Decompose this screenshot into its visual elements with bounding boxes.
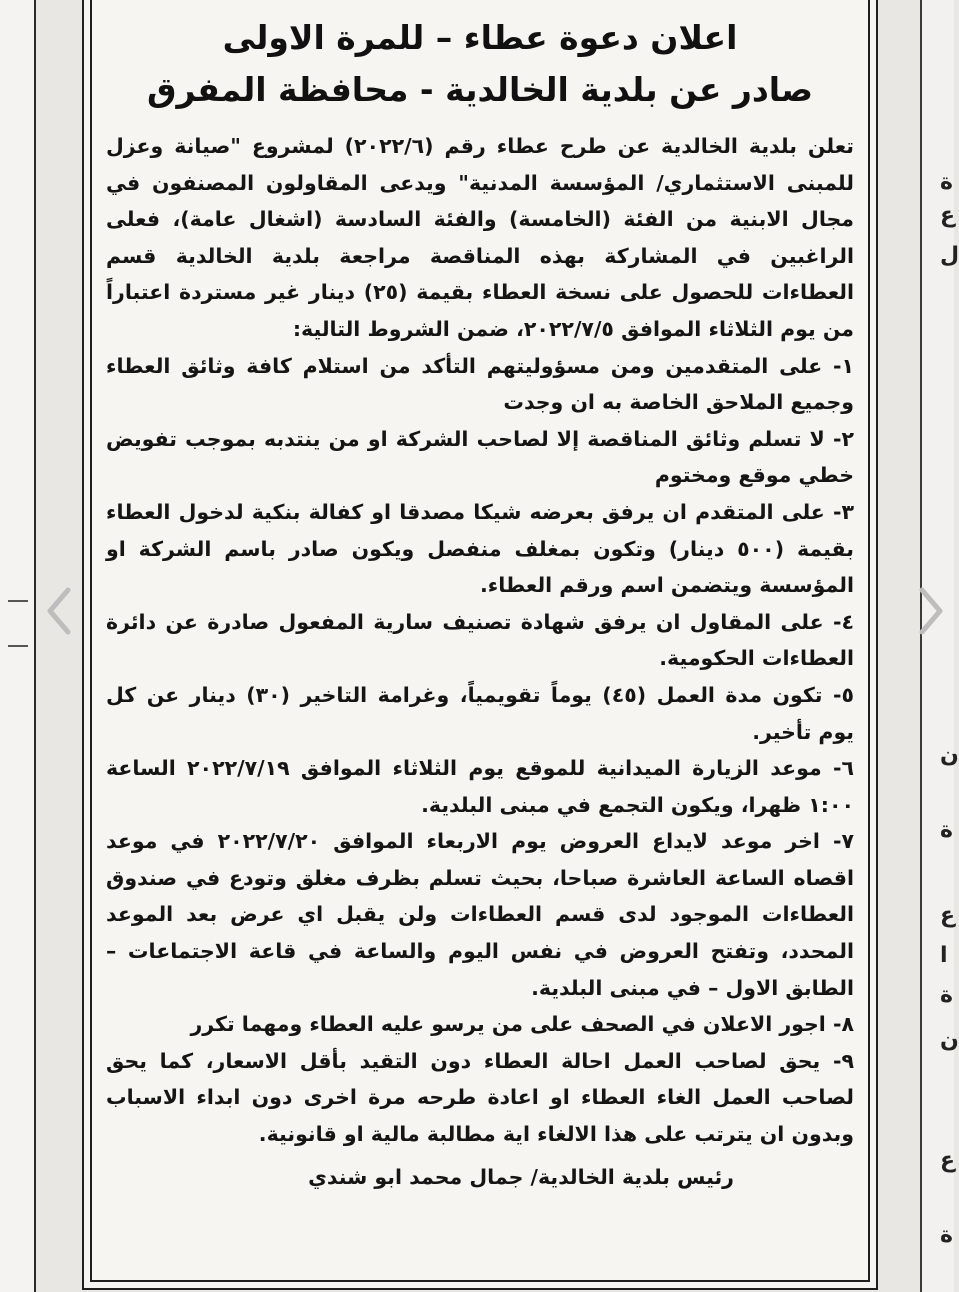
text-fragment: ن (940, 1028, 959, 1053)
notice-frame (90, 0, 870, 1282)
text-fragment: ة (940, 1223, 953, 1248)
condition-7: ٧- اخر موعد لايداع العروض يوم الاربعاء الموافق ٢٠٢٢/٧/٢٠ في موعد اقصاه الساعة العاشرة صباحا، بحيث تسلم بظرف مغلق وتودع في صندوق العطاءات الموجود لدى قسم العطاءات ولن يقبل اي عرض بعد الموعد المحدد، وتفتح العروض في نفس اليوم والساعة في قاعة الاجتماعات – الطابق الاول – في مبنى البلدية. (106, 829, 854, 1000)
adjacent-column-left (0, 0, 36, 1292)
column-rule (8, 645, 28, 647)
text-fragment: ع (940, 203, 956, 228)
title-line-1: اعلان دعوة عطاء – للمرة الاولى (222, 18, 738, 57)
text-fragment: ا (940, 943, 948, 968)
condition-6: ٦- موعد الزيارة الميدانية للموقع يوم الثلاثاء الموافق ٢٠٢٢/٧/١٩ الساعة ١:٠٠ ظهرا، ويكون التجمع في مبنى البلدية. (106, 756, 854, 817)
condition-3: ٣- على المتقدم ان يرفق بعرضه شيكا مصدقا او كفالة بنكية لدخول العطاء بقيمة (٥٠٠ دينار) وتكون بمغلف منفصل ويكون صادر باسم الشركة او المؤسسة ويتضمن اسم ورقم العطاء. (106, 499, 854, 598)
tender-notice (82, 0, 878, 1290)
text-fragment: ع (940, 1148, 956, 1173)
signature: رئيس بلدية الخالدية/ جمال محمد ابو شندي (308, 1164, 734, 1189)
condition-1: ١- على المتقدمين ومن مسؤوليتهم التأكد من استلام كافة وثائق العطاء وجميع الملاحق الخاصة به ان وجدت (106, 353, 854, 415)
title-line-2: صادر عن بلدية الخالدية - محافظة المفرق (146, 70, 814, 109)
condition-5: ٥- تكون مدة العمل (٤٥) يوماً تقويمياً، وغرامة التاخير (٣٠) دينار عن كل يوم تأخير. (106, 682, 855, 744)
adjacent-column-right (920, 0, 959, 1292)
text-fragment: ة (940, 983, 953, 1008)
condition-2: ٢- لا تسلم وثائق المناقصة إلا لصاحب الشركة او من ينتدبه بموجب تفويض خطي موقع ومختوم (106, 426, 854, 488)
condition-9: ٩- يحق لصاحب العمل احالة العطاء دون التقيد بأقل الاسعار، كما يحق لصاحب العمل الغاء العطاء او اعادة طرحه مرة اخرى دون ابداء الاسباب وبدون ان يترتب على هذا الالغاء اية مطالبة مالية او قانونية. (106, 1048, 854, 1147)
column-rule (8, 600, 28, 602)
chevron-left-icon (44, 586, 74, 636)
text-fragment: ة (940, 170, 953, 195)
next-page-button[interactable] (912, 582, 950, 640)
text-fragment: ن (940, 743, 959, 768)
text-fragment: ع (940, 903, 956, 928)
intro-paragraph: تعلن بلدية الخالدية عن طرح عطاء رقم (٢٠٢٢/٦) لمشروع "صيانة وعزل للمبنى الاستثماري/ المؤسسة المدنية" ويدعى المقاولون المصنفون في مجال الابنية من الفئة (الخامسة) والفئة السادسة (اشغال عامة)، فعلى الراغبين في المشاركة بهذه المناقصة مراجعة بلدية الخالدية قسم العطاءات للحصول على نسخة العطاء بقيمة (٢٥) دينار غير مستردة اعتباراً من يوم الثلاثاء الموافق ٢٠٢٢/٧/٥، ضمن الشروط التالية: (106, 134, 854, 341)
text-fragment: ل (940, 243, 959, 268)
chevron-right-icon (916, 586, 946, 636)
notice-body (92, 116, 868, 1195)
text-fragment: ة (940, 818, 953, 843)
condition-8: ٨- اجور الاعلان في الصحف على من يرسو عليه العطاء ومهما تكرر (190, 1012, 854, 1037)
previous-page-button[interactable] (40, 582, 78, 640)
condition-4: ٤- على المقاول ان يرفق شهادة تصنيف سارية المفعول صادرة عن دائرة العطاءات الحكومية. (106, 609, 854, 671)
notice-title (92, 12, 868, 116)
